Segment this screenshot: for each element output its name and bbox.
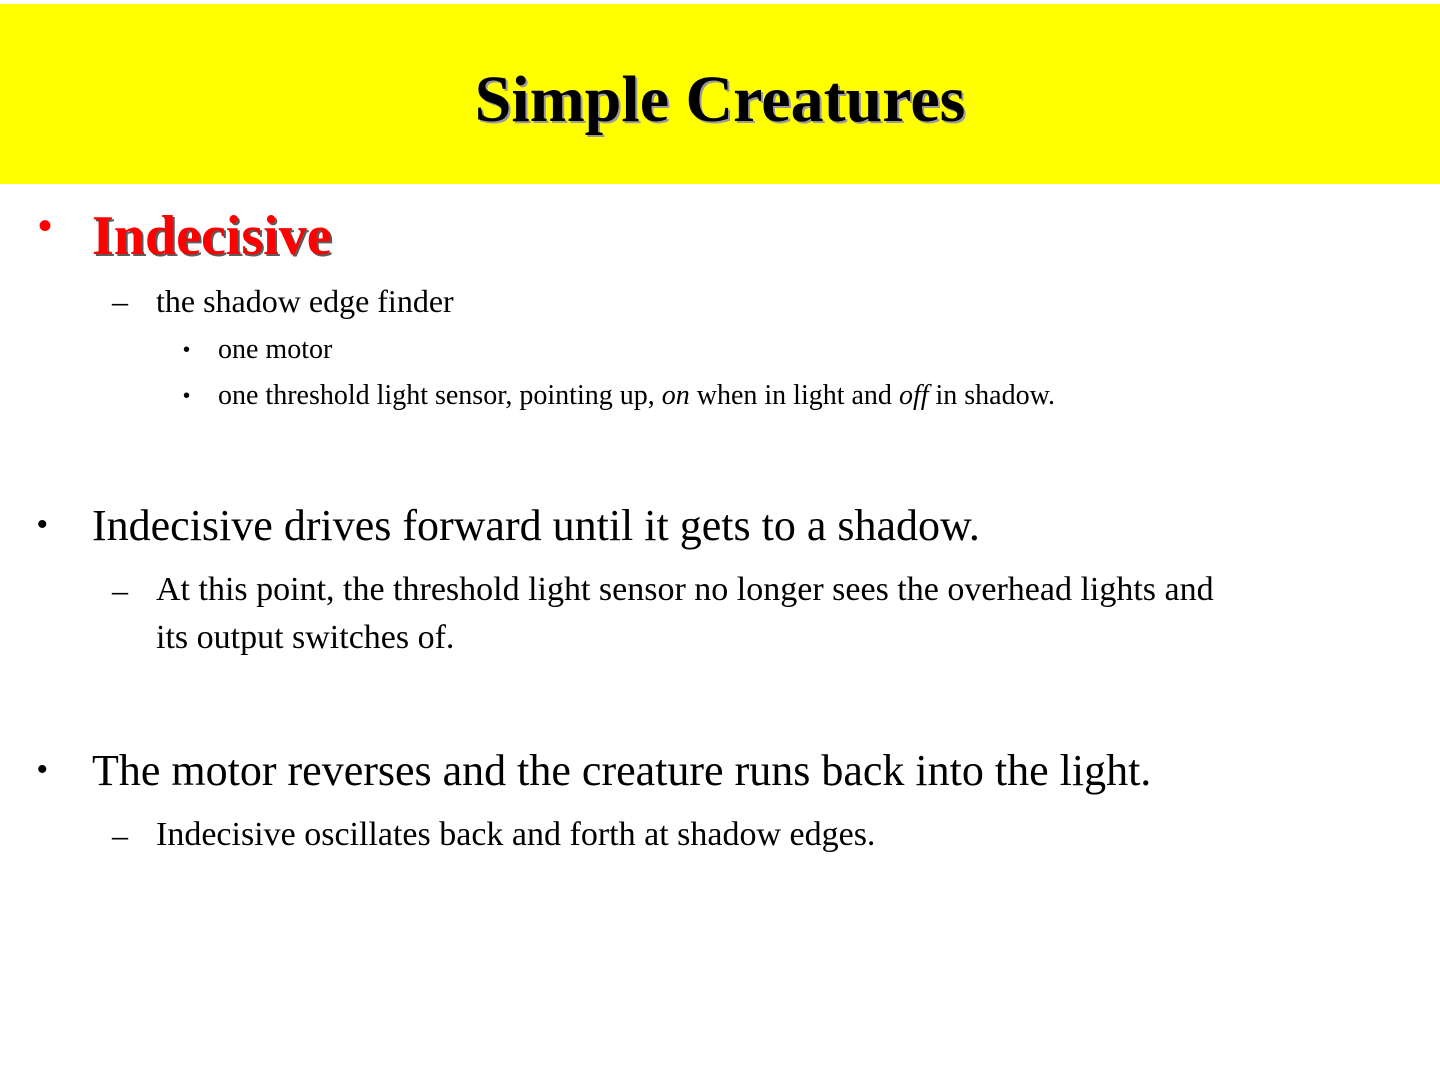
sensor-text-part1: one threshold light sensor, pointing up, — [218, 380, 662, 411]
point-threshold-line1: At this point, the threshold light sensor no longer sees the overhead lights and — [156, 571, 1214, 608]
component-motor: one motor — [218, 334, 333, 365]
component-sensor — [218, 378, 1055, 414]
bullet-icon: • — [183, 339, 191, 361]
sensor-text-on: on — [661, 380, 690, 411]
sensor-text-off: off — [898, 380, 929, 411]
bullet-icon: • — [37, 508, 48, 541]
heading-subtitle: the shadow edge finder — [156, 283, 454, 319]
heading-bullet-icon: • — [38, 204, 53, 248]
bullet-icon: • — [37, 753, 48, 786]
bullet-icon: • — [183, 385, 191, 407]
dash-icon: – — [112, 817, 128, 853]
sensor-text-part3: in shadow. — [928, 380, 1056, 411]
point-drives-forward: Indecisive drives forward until it gets to a shadow. — [92, 501, 980, 550]
dash-icon: – — [112, 572, 128, 608]
point-motor-reverses: The motor reverses and the creature runs back into the light. — [92, 746, 1152, 795]
sensor-text-part2: when in light and — [689, 380, 899, 411]
dash-icon: – — [112, 283, 128, 319]
heading-indecisive: Indecisive — [92, 205, 332, 267]
point-threshold-line2: its output switches of. — [156, 619, 455, 656]
slide-title: Simple Creatures — [474, 63, 966, 136]
point-oscillates: Indecisive oscillates back and forth at shadow edges. — [156, 816, 876, 853]
